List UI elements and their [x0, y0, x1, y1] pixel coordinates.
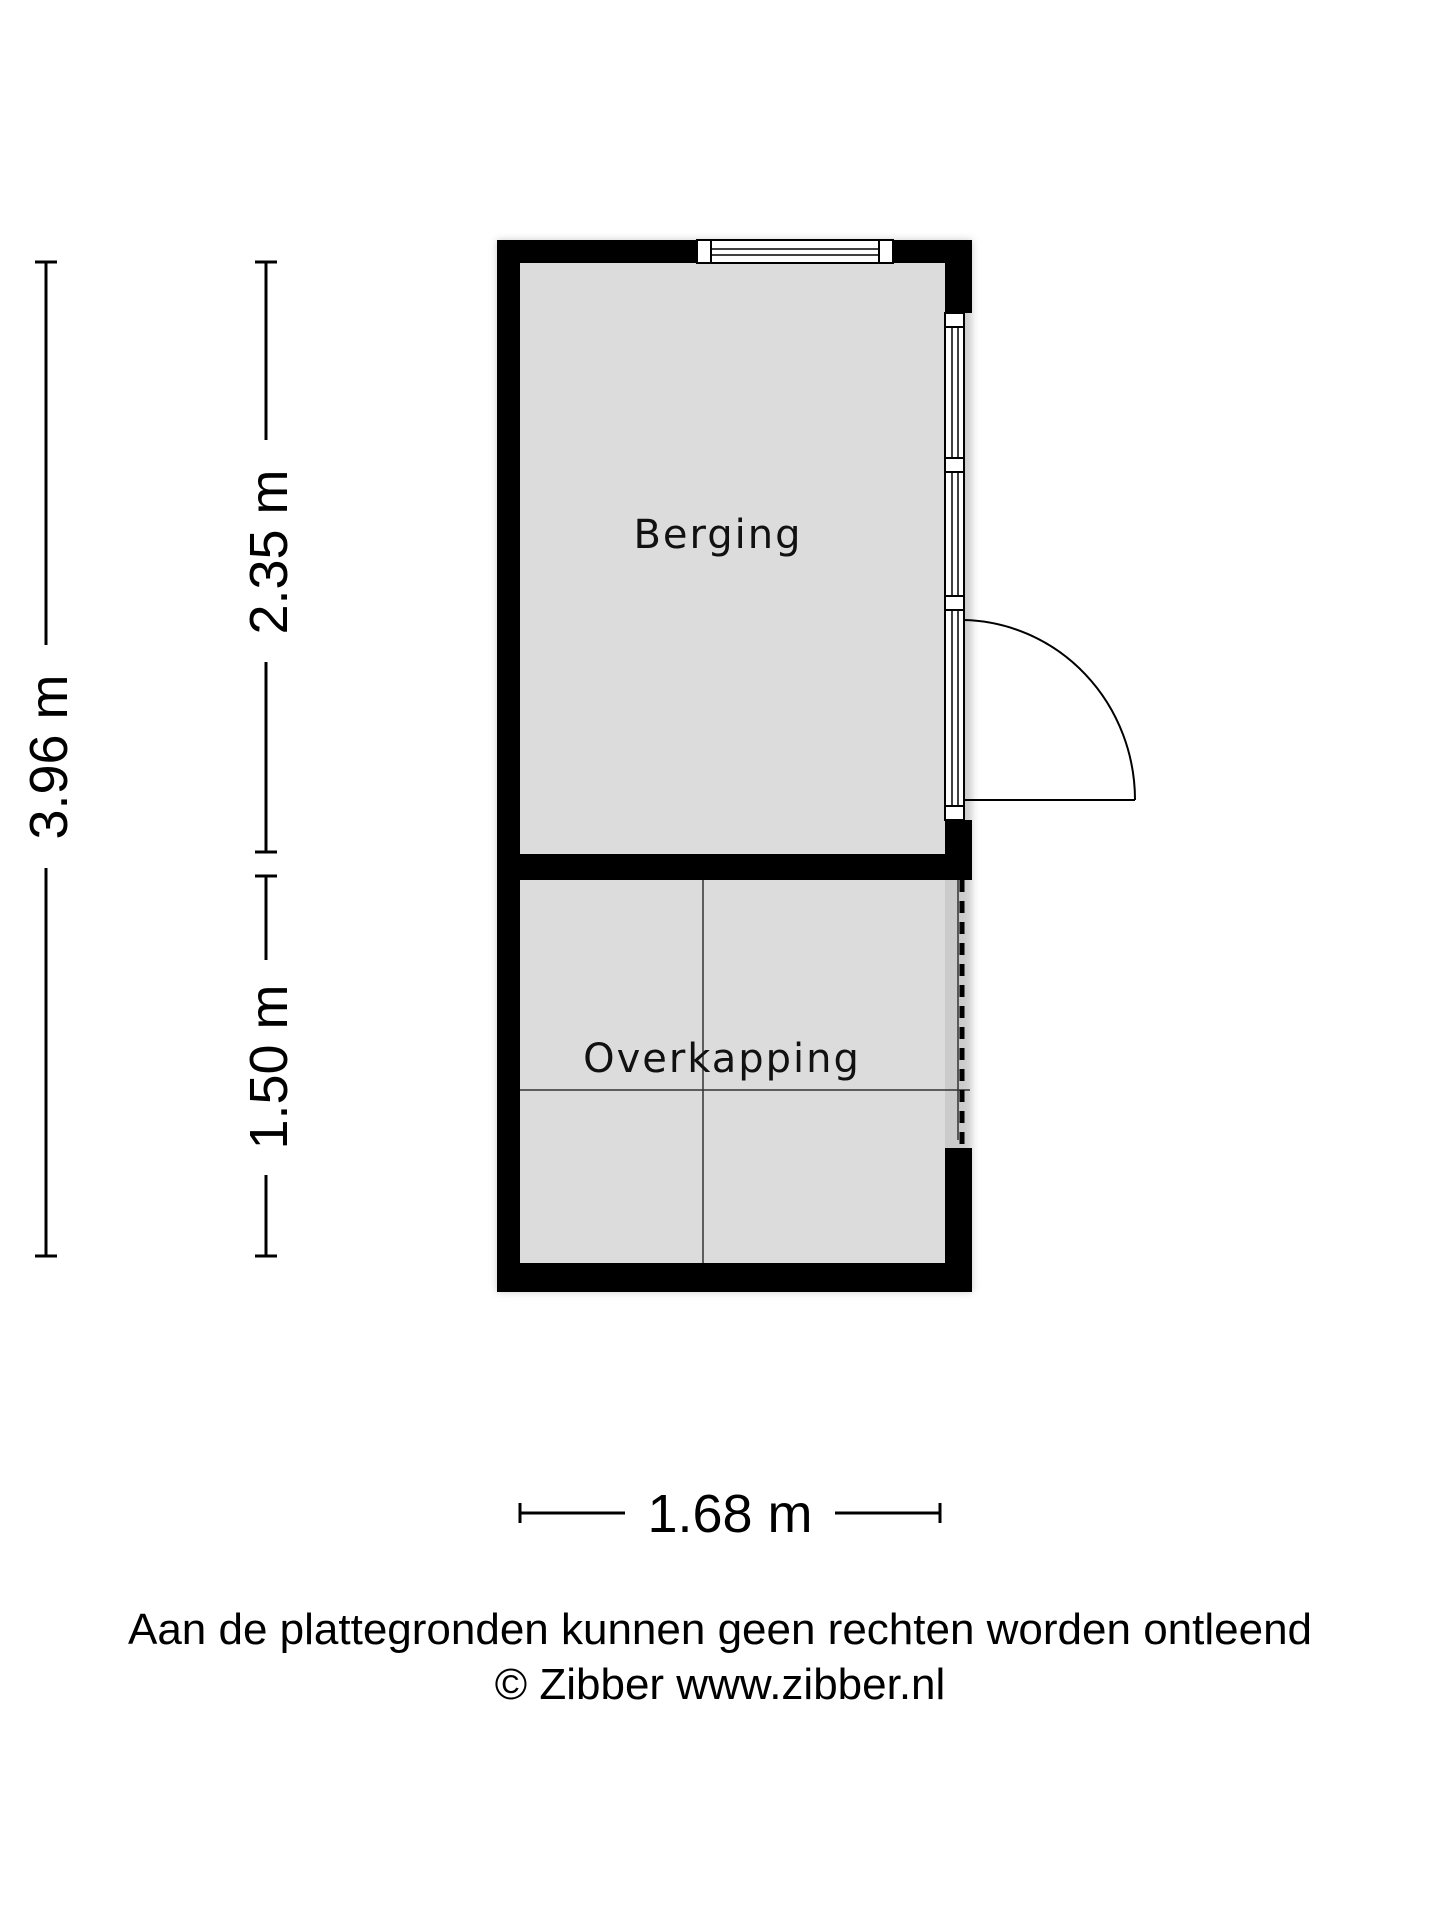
dim-total-height-label: 3.96 m — [19, 674, 79, 840]
window-right — [945, 313, 964, 820]
dim-berging-height-label: 2.35 m — [239, 469, 299, 635]
room-label-overkapping: Overkapping — [583, 1036, 861, 1082]
dim-width-label: 1.68 m — [647, 1484, 813, 1544]
berging-floor — [520, 263, 945, 854]
door — [964, 620, 1135, 800]
disclaimer-text: Aan de plattegronden kunnen geen rechten worden ontleend — [127, 1605, 1313, 1654]
window-top — [697, 240, 893, 263]
dim-overkapping-height-label: 1.50 m — [239, 984, 299, 1150]
room-label-berging: Berging — [633, 512, 803, 558]
credit-text: © Zibber www.zibber.nl — [494, 1660, 946, 1709]
